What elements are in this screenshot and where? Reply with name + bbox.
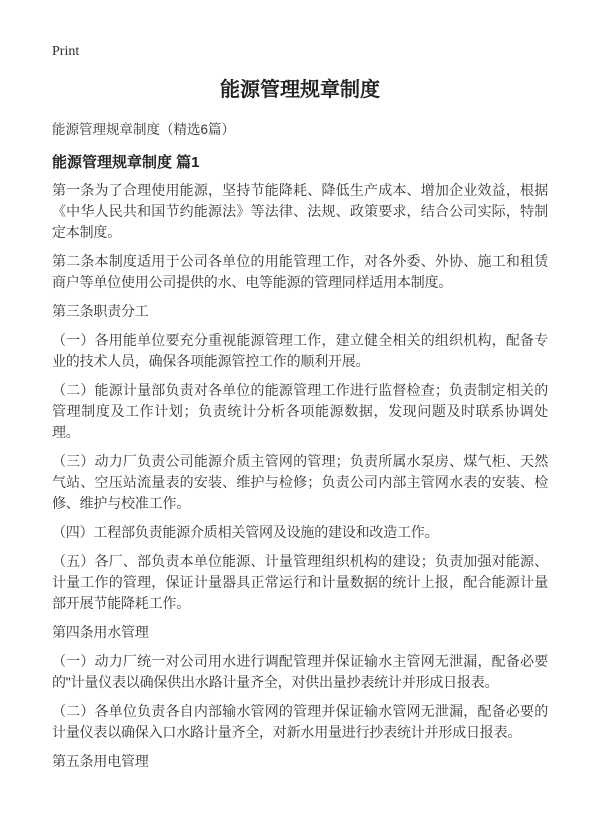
paragraph: （二）各单位负责各自内部输水管网的管理并保证输水管网无泄漏，配备必要的计量仪表以确保入口水路计量齐全，对新水用量进行抄表统计并形成日报表。 (52, 703, 548, 740)
document-body (52, 180, 548, 772)
paragraph: （一）动力厂统一对公司用水进行调配管理并保证输水主管网无泄漏，配备必要的"计量仪表以确保供出水路计量齐全，对供出量抄表统计并形成日报表。 (52, 653, 548, 690)
paragraph: 第五条用电管理 (52, 753, 149, 769)
paragraph: 第四条用水管理 (52, 624, 149, 640)
paragraph: （五）各厂、部负责本单位能源、计量管理组织机构的建设；负责加强对能源、计量工作的管理，保证计量器具正常运行和计量数据的统计上报，配合能源计量部开展节能降耗工作。 (52, 553, 548, 611)
paragraph: 第三条职责分工 (52, 303, 149, 319)
paragraph: 第二条本制度适用于公司各单位的用能管理工作，对各外委、外协、施工和租赁商户等单位使用公司提供的水、电等能源的管理同样适用本制度。 (52, 253, 548, 290)
section-heading: 能源管理规章制度 篇1 (52, 154, 200, 171)
document-subtitle: 能源管理规章制度（精选6篇） (52, 122, 236, 137)
paragraph: （四）工程部负责能源介质相关管网及设施的建设和改造工作。 (52, 524, 439, 540)
page-title: 能源管理规章制度 (220, 79, 380, 101)
paragraph: 第一条为了合理使用能源，坚持节能降耗、降低生产成本、增加企业效益，根据《中华人民共和国节约能源法》等法律、法规、政策要求，结合公司实际，特制定本制度。 (52, 182, 548, 240)
paragraph: （三）动力厂负责公司能源介质主管网的管理；负责所属水泵房、煤气柜、天然气站、空压站流量表的安装、维护与检修；负责公司内部主管网水表的安装、检修、维护与校准工作。 (52, 453, 548, 511)
paragraph: （一）各用能单位要充分重视能源管理工作，建立健全相关的组织机构，配备专业的技术人员，确保各项能源管控工作的顺利开展。 (52, 332, 548, 369)
print-button[interactable]: Print (52, 44, 80, 59)
paragraph: （二）能源计量部负责对各单位的能源管理工作进行监督检查；负责制定相关的管理制度及工作计划；负责统计分析各项能源数据，发现问题及时联系协调处理。 (52, 382, 548, 440)
